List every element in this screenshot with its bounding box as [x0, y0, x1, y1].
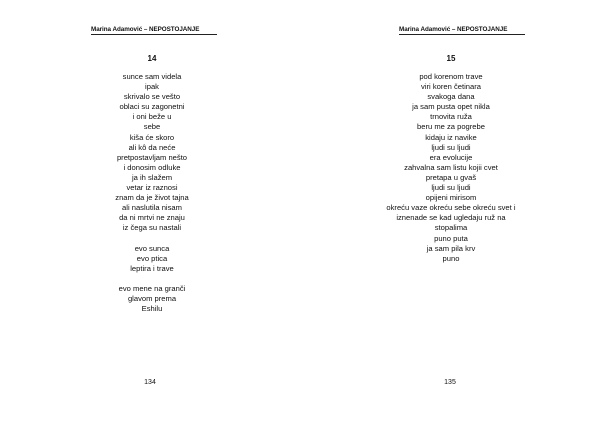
poem-line: iznenade se kad ugledaju ruž na [396, 213, 506, 223]
header-rule-left [91, 34, 217, 35]
poem-line: trnovita ruža [430, 112, 472, 122]
poem-line: viri koren četinara [421, 82, 481, 92]
poem-line: puno puta [434, 233, 468, 243]
right-page [300, 0, 600, 425]
poem-line: evo mene na granči [118, 283, 186, 293]
poem-line: beru me za pogrebe [417, 122, 485, 132]
poem-right [351, 72, 551, 264]
poem-line: okreću vaze okreću sebe okreću svet i [386, 203, 516, 213]
poem-line: sunce sam videla [122, 72, 182, 81]
stanza-break [52, 274, 252, 284]
poem-line: ali kô da neće [128, 142, 176, 152]
poem-line: sebe [143, 122, 161, 132]
poem-line: leptira i trave [130, 263, 174, 273]
poem-line: ja sam pusta opet nikla [412, 102, 490, 112]
poem-line: i donosim odluke [123, 162, 181, 172]
page-number-right: 135 [444, 379, 456, 386]
poem-line: stopalima [434, 223, 468, 233]
poem-line: pod korenom trave [419, 72, 483, 81]
poem-line: ja sam pila krv [426, 243, 476, 253]
poem-line: pretapa u gvaš [425, 172, 477, 182]
poem-line: svakoga dana [427, 92, 475, 102]
poem-line: opijeni mirisom [425, 193, 477, 203]
poem-line: oblaci su zagonetni [119, 102, 185, 112]
poem-line: ali naslutila nisam [122, 203, 182, 213]
poem-line: vetar iz raznosi [126, 183, 178, 193]
poem-line: evo sunca [134, 243, 170, 253]
poem-line: ljudi su ljudi [431, 183, 471, 193]
poem-line: kidaju iz navike [425, 132, 477, 142]
poem-number-right: 15 [446, 54, 456, 63]
poem-line: skrivalo se vešto [123, 92, 181, 102]
poem-line: glavom prema [127, 294, 177, 304]
poem-line: iz čega su nastali [122, 223, 182, 233]
poem-line: Eshilu [141, 304, 163, 314]
poem-line: zahvalna sam listu kojii cvet [404, 162, 498, 172]
page-number-left: 134 [144, 379, 156, 386]
running-head-right: Marina Adamović – NEPOSTOJANJE [399, 26, 508, 33]
poem-line: pretpostavljam nešto [116, 152, 188, 162]
running-head-left: Marina Adamović – NEPOSTOJANJE [91, 26, 200, 33]
poem-line: i oni beže u [132, 112, 172, 122]
poem-line: era evolucije [429, 152, 473, 162]
poem-line: znam da je život tajna [115, 193, 189, 203]
poem-left [52, 72, 252, 314]
stanza-break [52, 234, 252, 244]
poem-line: da ni mrtvi ne znaju [119, 213, 185, 223]
poem-number-left: 14 [147, 54, 157, 63]
poem-line: puno [442, 253, 460, 263]
poem-line: kiša će skoro [129, 132, 175, 142]
poem-line: ja ih slažem [131, 172, 173, 182]
poem-line: ljudi su ljudi [431, 142, 471, 152]
poem-line: ipak [145, 82, 159, 92]
poem-line: evo ptica [136, 253, 168, 263]
header-rule-right [399, 34, 525, 35]
